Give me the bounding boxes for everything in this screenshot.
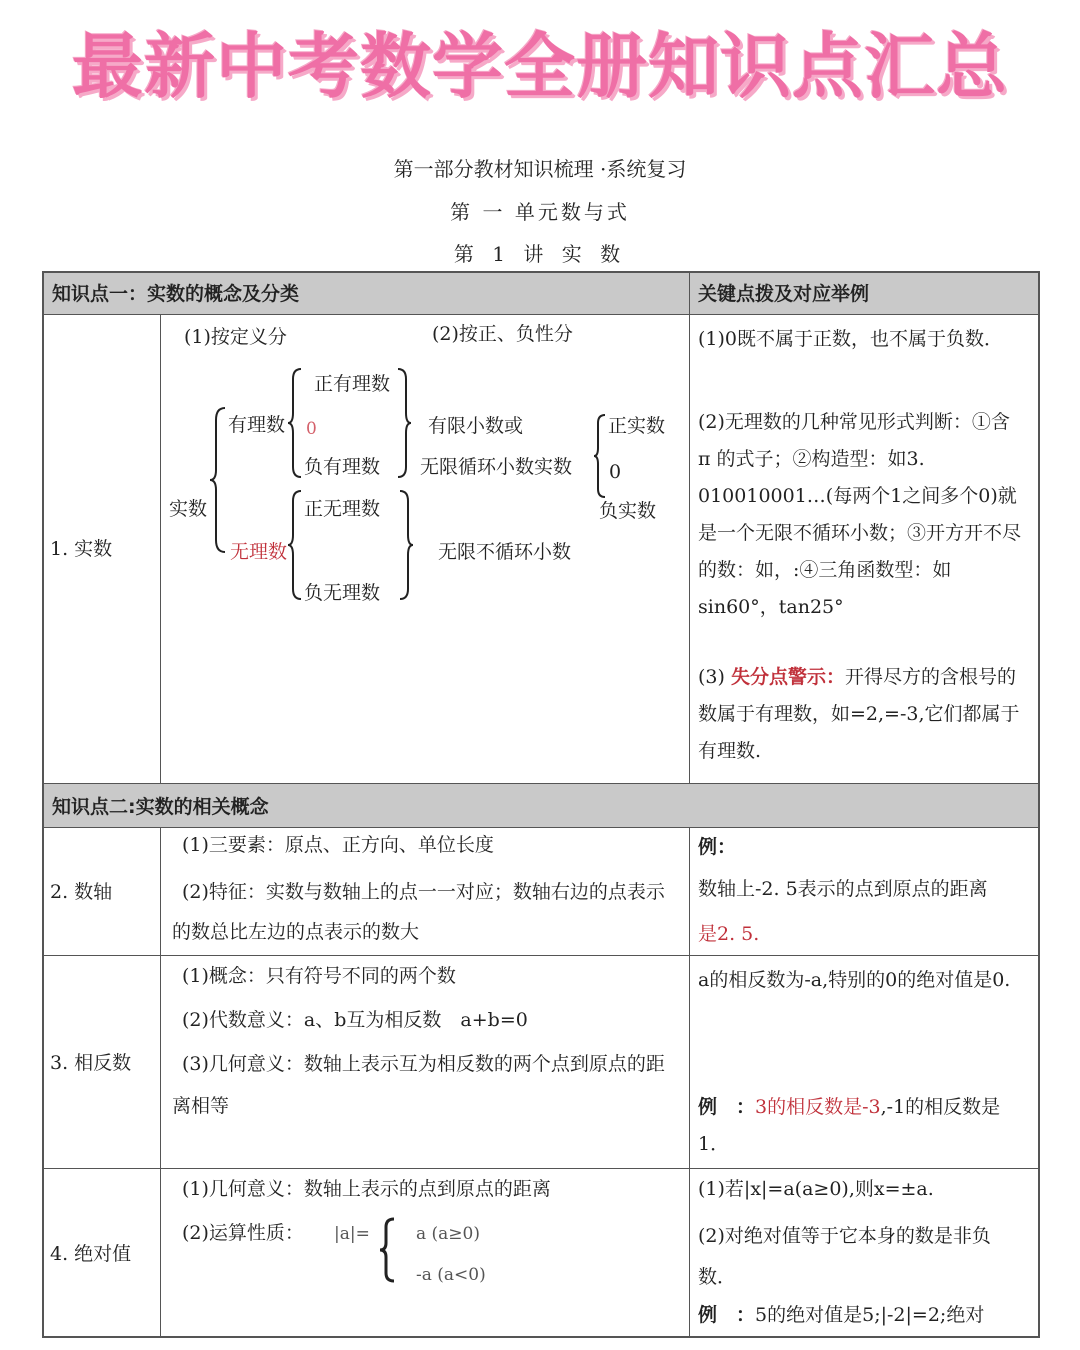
brace-irrational-right bbox=[398, 489, 414, 601]
pos-real-term: 正实数 bbox=[608, 415, 666, 437]
brace-sign bbox=[593, 413, 607, 499]
unit-heading: 第 一 单元数与式 bbox=[450, 200, 630, 224]
brace-rational bbox=[287, 367, 303, 479]
banner-title: 最新中考数学全册知识点汇总 bbox=[71, 25, 1008, 108]
axis-example-text: 数轴上-2. 5表示的点到原点的距离 bbox=[698, 878, 988, 900]
opposite-example bbox=[698, 1089, 1028, 1163]
irrational-term: 无理数 bbox=[230, 541, 288, 563]
opposite-example-label: 例 ： bbox=[698, 1096, 756, 1118]
real-number-term: 实数 bbox=[169, 498, 208, 520]
row-label-real-number: 1. 实数 bbox=[50, 538, 113, 560]
row-line bbox=[42, 314, 1040, 315]
non-recurring-decimal-text: 无限不循环小数 bbox=[438, 541, 572, 563]
opposite-example-answer: 3的相反数是-3 bbox=[755, 1096, 881, 1118]
absolute-geometric: (1)几何意义：数轴上表示的点到原点的距离 bbox=[182, 1178, 551, 1200]
row-label-absolute-value: 4. 绝对值 bbox=[50, 1243, 132, 1265]
neg-rational-term: 负有理数 bbox=[304, 456, 381, 478]
table-border-left bbox=[42, 271, 44, 1338]
row-label-opposite: 3. 相反数 bbox=[50, 1052, 132, 1074]
by-sign-label: (2)按正、负性分 bbox=[432, 323, 573, 345]
absolute-case-neg: -a (a<0) bbox=[416, 1265, 486, 1285]
column-line bbox=[689, 271, 690, 784]
opposite-example-rest: ,-1的相反数是1． bbox=[698, 1096, 1001, 1155]
note-warning-text: 开得尽方的含根号的数属于有理数，如=2,=-3,它们都属于有理数. bbox=[698, 666, 1020, 762]
row-line bbox=[42, 827, 1040, 828]
zero-term: 0 bbox=[306, 419, 317, 439]
column-line bbox=[689, 827, 690, 1338]
absolute-note-2: (2)对绝对值等于它本身的数是非负数． bbox=[698, 1225, 991, 1288]
pos-irrational-term: 正无理数 bbox=[304, 498, 381, 520]
opposite-algebraic: (2)代数意义：a、b互为相反数 a+b=0 bbox=[182, 1009, 528, 1031]
absolute-expression: |a|= bbox=[334, 1224, 370, 1244]
zero-real-term: 0 bbox=[609, 461, 622, 483]
absolute-property: (2)运算性质： bbox=[182, 1222, 304, 1244]
notes-title: 关键点拨及对应举例 bbox=[698, 283, 870, 305]
table-border-top bbox=[42, 271, 1040, 273]
absolute-note-1: (1)若|x|=a(a≥0),则x=±a. bbox=[698, 1178, 934, 1200]
knowledge-table bbox=[42, 271, 1040, 1338]
brace-irrational bbox=[287, 489, 303, 601]
note-zero: (1)0既不属于正数，也不属于负数． bbox=[698, 328, 1004, 350]
row-label-number-axis: 2. 数轴 bbox=[50, 881, 113, 903]
opposite-note: a的相反数为-a,特别的0的绝对值是0. bbox=[698, 969, 1011, 991]
absolute-case-nonneg: a (a≥0) bbox=[416, 1224, 480, 1244]
column-line bbox=[160, 314, 161, 783]
brace-real bbox=[208, 406, 228, 554]
axis-example-answer: 是2. 5. bbox=[698, 923, 760, 945]
neg-irrational-term: 负无理数 bbox=[304, 582, 381, 604]
opposite-geometric: (3)几何意义：数轴上表示互为相反数的两个点到原点的距离相等 bbox=[172, 1053, 665, 1117]
finite-decimal-text: 有限小数或 bbox=[428, 415, 524, 437]
column-line bbox=[160, 827, 161, 1338]
absolute-example-label: 例 ： bbox=[698, 1304, 756, 1326]
pos-rational-term: 正有理数 bbox=[314, 373, 391, 395]
brace-rational-right bbox=[396, 367, 412, 479]
note-warning bbox=[698, 659, 1028, 770]
by-definition-label: (1)按定义分 bbox=[184, 326, 287, 348]
lecture-heading: 第 1 讲 实 数 bbox=[453, 242, 627, 266]
part-heading: 第一部分教材知识梳理 ·系统复习 bbox=[393, 157, 687, 181]
section2-title: 知识点二:实数的相关概念 bbox=[52, 796, 269, 818]
recurring-decimal-text: 无限循环小数实数 bbox=[420, 456, 573, 478]
section1-title: 知识点一：实数的概念及分类 bbox=[52, 283, 300, 305]
axis-example-label: 例： bbox=[698, 836, 737, 858]
note-irrational-forms: (2)无理数的几种常见形式判断：①含 π 的式子；②构造型：如3. 010010001…(每两个1之间多个0)就是一个无限不循环小数；③开方开不尽的数：如，:④三角函数型：如sin60°，tan25° bbox=[698, 411, 1022, 618]
absolute-example bbox=[698, 1304, 984, 1327]
rational-term: 有理数 bbox=[228, 414, 286, 436]
row-line bbox=[42, 955, 1040, 956]
axis-elements: (1)三要素：原点、正方向、单位长度 bbox=[182, 834, 494, 856]
row-line bbox=[42, 783, 1040, 784]
axis-feature: (2)特征：实数与数轴上的点一一对应；数轴右边的点表示的数总比左边的点表示的数大 bbox=[172, 881, 665, 943]
neg-real-term: 负实数 bbox=[599, 500, 657, 522]
opposite-concept: (1)概念：只有符号不同的两个数 bbox=[182, 965, 456, 987]
absolute-example-text: 5的绝对值是5;|-2|=2;绝对 bbox=[755, 1304, 985, 1326]
table-border-right bbox=[1038, 271, 1040, 1338]
row-line bbox=[42, 1168, 1040, 1169]
note-warning-label: 失分点警示： bbox=[730, 666, 845, 688]
note-warning-prefix: (3) bbox=[698, 666, 731, 688]
brace-absolute bbox=[378, 1217, 396, 1283]
table-border-bottom bbox=[42, 1336, 1040, 1338]
